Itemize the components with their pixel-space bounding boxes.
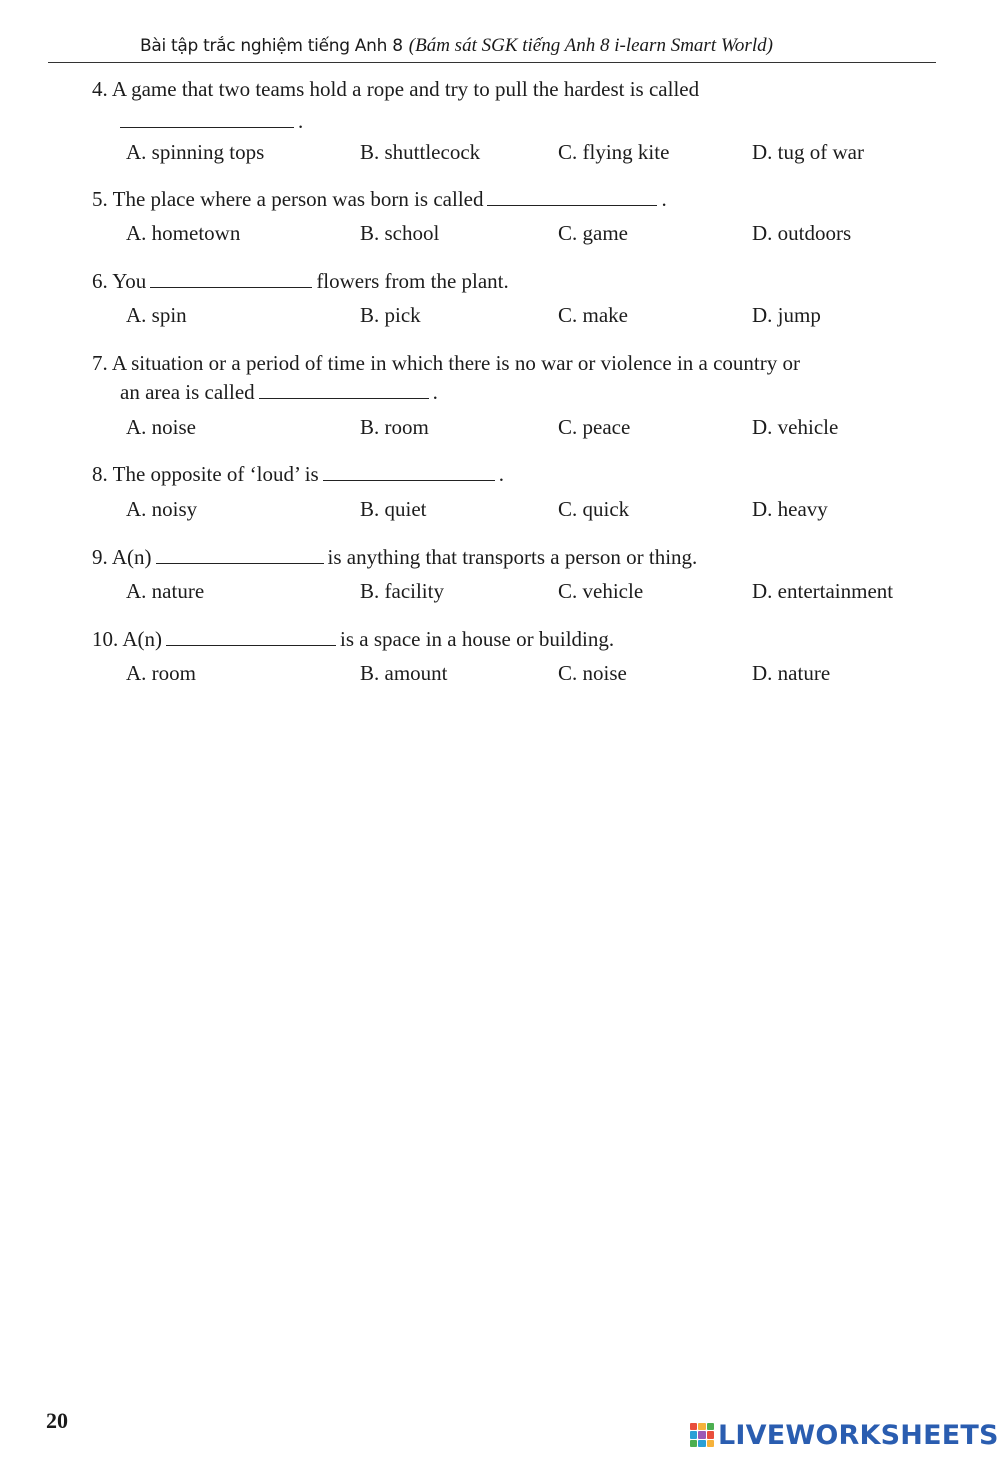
- option-b[interactable]: B. shuttlecock: [360, 140, 481, 164]
- option-c[interactable]: C. make: [558, 303, 628, 327]
- question-number: 7.: [92, 351, 108, 375]
- question-number: 6.: [92, 269, 108, 293]
- options-q10: [126, 661, 946, 691]
- logo-square: [690, 1431, 697, 1438]
- question-4: [92, 75, 942, 136]
- question-text-end: is anything that transports a person or thing.: [327, 545, 698, 569]
- question-9: [92, 543, 942, 572]
- option-a[interactable]: A. room: [126, 661, 196, 685]
- question-text-end: is a space in a house or building.: [340, 627, 615, 651]
- option-c[interactable]: C. flying kite: [558, 140, 670, 164]
- brand-name: LIVEWORKSHEETS: [718, 1419, 999, 1451]
- logo-square: [707, 1423, 714, 1430]
- options-q9: [126, 579, 946, 609]
- header-title: Bài tập trắc nghiệm tiếng Anh 8: [140, 36, 403, 56]
- option-d[interactable]: D. nature: [752, 661, 831, 685]
- option-d[interactable]: D. jump: [752, 303, 821, 327]
- options-q4: [126, 140, 946, 170]
- liveworksheets-icon: [690, 1423, 714, 1447]
- option-a[interactable]: A. noise: [126, 415, 196, 439]
- option-d[interactable]: D. tug of war: [752, 140, 864, 164]
- answer-blank[interactable]: [259, 398, 429, 399]
- question-text: A(n): [122, 627, 162, 651]
- option-b[interactable]: B. facility: [360, 579, 444, 603]
- logo-square: [707, 1440, 714, 1447]
- option-a[interactable]: A. nature: [126, 579, 205, 603]
- logo-square: [690, 1440, 697, 1447]
- question-text: The place where a person was born is called: [112, 187, 484, 211]
- answer-blank[interactable]: [120, 127, 294, 128]
- option-d[interactable]: D. entertainment: [752, 579, 894, 603]
- question-number: 10.: [92, 627, 119, 651]
- option-b[interactable]: B. quiet: [360, 497, 427, 521]
- question-text-end: .: [432, 380, 438, 404]
- question-7: [92, 349, 942, 407]
- question-text-end: .: [661, 187, 667, 211]
- option-c[interactable]: C. game: [558, 221, 628, 245]
- option-d[interactable]: D. vehicle: [752, 415, 839, 439]
- option-c[interactable]: C. peace: [558, 415, 631, 439]
- question-text: The opposite of ‘loud’ is: [112, 462, 319, 486]
- question-text: You: [112, 269, 147, 293]
- question-text-end: flowers from the plant.: [316, 269, 509, 293]
- logo-square: [690, 1423, 697, 1430]
- question-6: [92, 267, 942, 296]
- option-a[interactable]: A. hometown: [126, 221, 241, 245]
- options-q5: [126, 221, 946, 251]
- options-q6: [126, 303, 946, 333]
- logo-square: [698, 1431, 705, 1438]
- question-text: A(n): [111, 545, 152, 569]
- page-header: [140, 34, 900, 57]
- page-number: 20: [46, 1408, 68, 1433]
- options-q7: [126, 415, 946, 445]
- option-d[interactable]: D. outdoors: [752, 221, 852, 245]
- header-subtitle: (Bám sát SGK tiếng Anh 8 i-learn Smart World): [408, 35, 773, 56]
- answer-blank[interactable]: [150, 287, 312, 288]
- option-c[interactable]: C. vehicle: [558, 579, 644, 603]
- option-a[interactable]: A. noisy: [126, 497, 198, 521]
- option-a[interactable]: A. spinning tops: [126, 140, 265, 164]
- answer-blank[interactable]: [166, 645, 336, 646]
- logo-square: [698, 1423, 705, 1430]
- option-a[interactable]: A. spin: [126, 303, 187, 327]
- question-10: [92, 625, 942, 654]
- question-number: 4.: [92, 77, 108, 101]
- option-b[interactable]: B. school: [360, 221, 440, 245]
- option-c[interactable]: C. noise: [558, 661, 627, 685]
- option-b[interactable]: B. amount: [360, 661, 448, 685]
- question-text: A game that two teams hold a rope and try to pull the hardest is called: [111, 77, 700, 101]
- answer-blank[interactable]: [156, 563, 324, 564]
- option-b[interactable]: B. pick: [360, 303, 421, 327]
- question-number: 8.: [92, 462, 108, 486]
- question-number: 5.: [92, 187, 108, 211]
- option-c[interactable]: C. quick: [558, 497, 630, 521]
- question-5: [92, 185, 942, 214]
- header-divider: [48, 62, 936, 63]
- answer-blank[interactable]: [323, 480, 495, 481]
- logo-square: [707, 1431, 714, 1438]
- question-8: [92, 460, 942, 489]
- options-q8: [126, 497, 946, 527]
- option-d[interactable]: D. heavy: [752, 497, 828, 521]
- question-text-end: .: [298, 109, 304, 133]
- logo-square: [698, 1440, 705, 1447]
- option-b[interactable]: B. room: [360, 415, 429, 439]
- question-number: 9.: [92, 545, 108, 569]
- answer-blank[interactable]: [487, 205, 657, 206]
- question-text-line2: an area is called: [120, 380, 255, 404]
- liveworksheets-logo[interactable]: [690, 1418, 999, 1452]
- question-text: A situation or a period of time in which there is no war or violence in a country or: [111, 351, 800, 375]
- question-text-end: .: [498, 462, 504, 486]
